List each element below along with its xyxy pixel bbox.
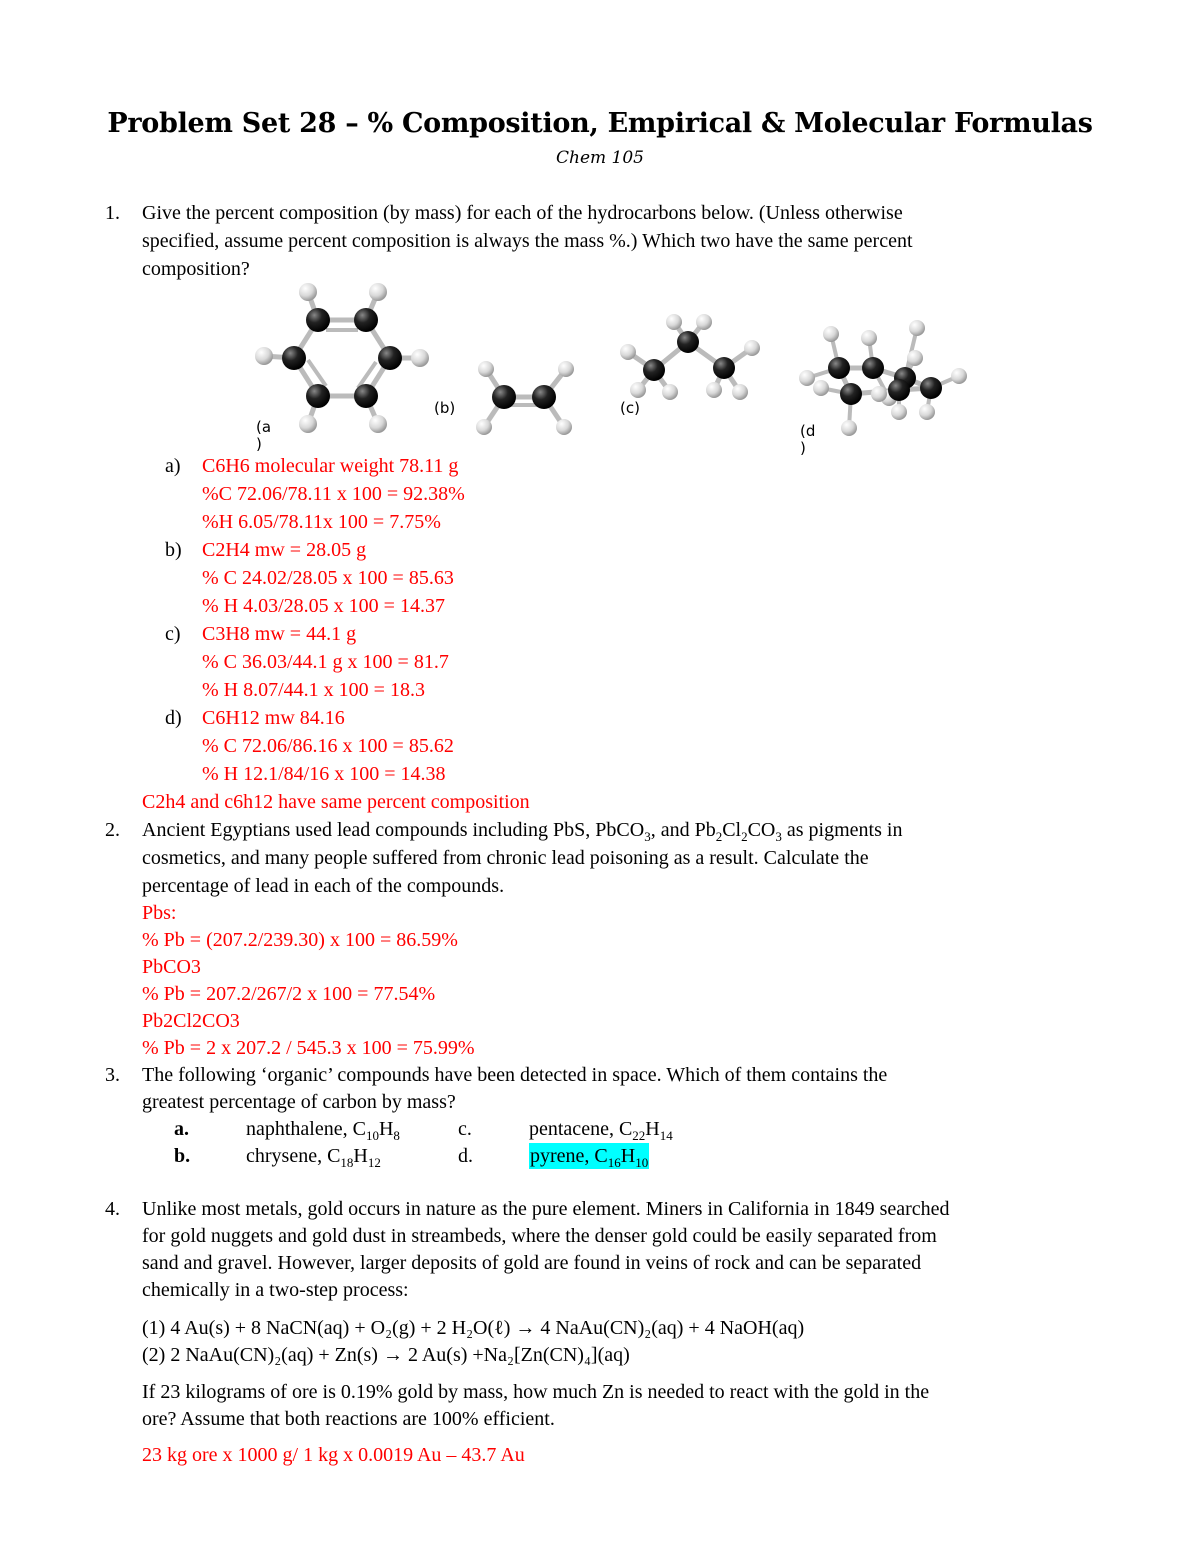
option-b-text: chrysene, $C_{18}H_{12}$ bbox=[246, 1145, 381, 1170]
q2-answer-2: % Pb = (207.2/239.30) x 100 = 86.59% bbox=[142, 929, 458, 951]
answer-b-line-3: % H 4.03/28.05 x 100 = 14.37 bbox=[202, 595, 445, 617]
q2-number: 2. bbox=[105, 819, 120, 841]
q2-answer-1: Pbs: bbox=[142, 902, 177, 924]
option-c-label: c. bbox=[458, 1118, 472, 1140]
q1-line-2: specified, assume percent composition is always the mass %.) Which two have the same percent bbox=[142, 230, 913, 252]
propane-molecule-image bbox=[612, 312, 767, 412]
q2-line-1: Ancient Egyptians used lead compounds including PbS, PbCO$_3$, and $Pb_2Cl_2CO_3$ as pigments in bbox=[142, 819, 903, 844]
answer-b-line-1: C2H4 mw = 28.05 g bbox=[202, 539, 367, 561]
q1-line-1: Give the percent composition (by mass) for each of the hydrocarbons below. (Unless otherwise bbox=[142, 202, 903, 224]
page-subtitle: Chem 105 bbox=[556, 148, 644, 168]
answer-b-letter: b) bbox=[165, 539, 182, 561]
answer-d-line-1: C6H12 mw 84.16 bbox=[202, 707, 345, 729]
cyclohexane-molecule-image bbox=[795, 316, 975, 441]
answer-d-line-3: % H 12.1/84/16 x 100 = 14.38 bbox=[202, 763, 446, 785]
q2-answer-4: % Pb = 207.2/267/2 x 100 = 77.54% bbox=[142, 983, 436, 1005]
option-a-label: a. bbox=[174, 1118, 189, 1140]
q4-number: 4. bbox=[105, 1198, 120, 1220]
q2-line-3: percentage of lead in each of the compounds. bbox=[142, 875, 505, 897]
q4-equation-2: (2) 2 NaAu(CN)₂(aq) + Zn(s) → 2 Au(s) +Na₂[Zn(CN)₄](aq) bbox=[142, 1344, 630, 1366]
q4-line-1: Unlike most metals, gold occurs in nature as the pure element. Miners in California in 1849 searched bbox=[142, 1198, 950, 1220]
molecule-label-b: (b) bbox=[434, 399, 456, 417]
q3-number: 3. bbox=[105, 1064, 120, 1086]
q1-number: 1. bbox=[105, 202, 120, 224]
molecule-label-c: (c) bbox=[620, 399, 640, 417]
answer-c-line-1: C3H8 mw = 44.1 g bbox=[202, 623, 357, 645]
answer-a-letter: a) bbox=[165, 455, 181, 477]
option-c-text: pentacene, $C_{22}H_{14}$ bbox=[529, 1118, 673, 1143]
q2-line-2: cosmetics, and many people suffered from chronic lead poisoning as a result. Calculate the bbox=[142, 847, 869, 869]
molecule-label-d-close: ) bbox=[800, 439, 806, 457]
answer-d-letter: d) bbox=[165, 707, 182, 729]
option-d-text-highlighted: pyrene, $C_{16}H_{10}$ bbox=[530, 1145, 649, 1170]
q3-line-2: greatest percentage of carbon by mass? bbox=[142, 1091, 456, 1113]
q4-line-4: chemically in a two-step process: bbox=[142, 1279, 409, 1301]
q4-question-line-1: If 23 kilograms of ore is 0.19% gold by mass, how much Zn is needed to react with the gold in the bbox=[142, 1381, 930, 1403]
answer-c-line-2: % C 36.03/44.1 g x 100 = 81.7 bbox=[202, 651, 449, 673]
q2-answer-5: Pb2Cl2CO3 bbox=[142, 1010, 240, 1032]
q4-answer: 23 kg ore x 1000 g/ 1 kg x 0.0019 Au – 43.7 Au bbox=[142, 1444, 525, 1466]
answer-c-line-3: % H 8.07/44.1 x 100 = 18.3 bbox=[202, 679, 425, 701]
molecule-label-d: (d bbox=[800, 422, 816, 440]
option-d-label: d. bbox=[458, 1145, 473, 1167]
option-b-label: b. bbox=[174, 1145, 191, 1167]
q4-equation-1: (1) 4 Au(s) + 8 NaCN(aq) + O₂(g) + 2 H₂O(ℓ) → 4 NaAu(CN)₂(aq) + 4 NaOH(aq) bbox=[142, 1317, 805, 1339]
q4-line-2: for gold nuggets and gold dust in streambeds, where the denser gold could be easily separated from bbox=[142, 1225, 937, 1247]
q1-line-3: composition? bbox=[142, 258, 250, 280]
option-a-text: naphthalene, $C_{10}H_8$ bbox=[246, 1118, 400, 1143]
q4-line-3: sand and gravel. However, larger deposits of gold are found in veins of rock and can be separated bbox=[142, 1252, 922, 1274]
answer-a-line-2: %C 72.06/78.11 x 100 = 92.38% bbox=[202, 483, 465, 505]
q3-line-1: The following ‘organic’ compounds have been detected in space. Which of them contains the bbox=[142, 1064, 888, 1086]
molecule-label-a: (a bbox=[256, 418, 272, 436]
q2-answer-3: PbCO3 bbox=[142, 956, 201, 978]
page-title: Problem Set 28 – % Composition, Empirical & Molecular Formulas bbox=[107, 108, 1093, 139]
answer-b-line-2: % C 24.02/28.05 x 100 = 85.63 bbox=[202, 567, 454, 589]
answer-c-letter: c) bbox=[165, 623, 181, 645]
molecule-label-a-close: ) bbox=[256, 435, 262, 453]
answer-a-line-3: %H 6.05/78.11x 100 = 7.75% bbox=[202, 511, 441, 533]
answer-a-line-1: C6H6 molecular weight 78.11 g bbox=[202, 455, 459, 477]
q4-question-line-2: ore? Assume that both reactions are 100% efficient. bbox=[142, 1408, 555, 1430]
ethylene-molecule-image bbox=[470, 355, 580, 440]
q2-answer-6: % Pb = 2 x 207.2 / 545.3 x 100 = 75.99% bbox=[142, 1037, 475, 1059]
answer-d-line-2: % C 72.06/86.16 x 100 = 85.62 bbox=[202, 735, 454, 757]
benzene-molecule-image bbox=[250, 278, 440, 438]
q1-conclusion: C2h4 and c6h12 have same percent composition bbox=[142, 791, 530, 813]
